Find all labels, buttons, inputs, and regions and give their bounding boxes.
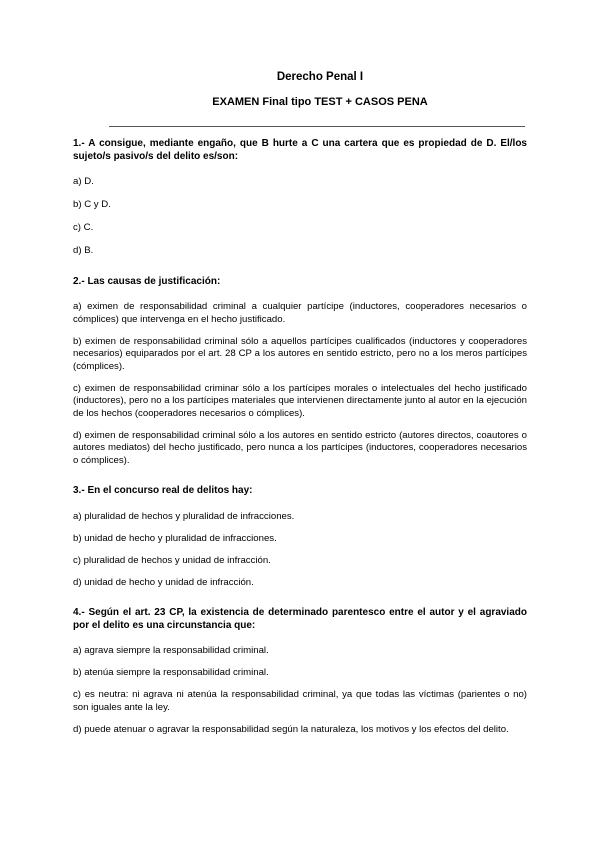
answer-option: d) unidad de hecho y unidad de infracción. [73, 576, 254, 588]
answer-option: d) puede atenuar o agravar la responsabilidad según la naturaleza, los motivos y los efectos del delito. [73, 723, 509, 735]
document-subtitle: EXAMEN Final tipo TEST + CASOS PENA [212, 96, 428, 108]
answer-option: d) eximen de responsabilidad criminal sólo a los autores en sentido estricto (autores directos, coautores o autores mediatos) del hecho justificado, pero nunca a los partícipes (inductores, cooperadores necesarios o cómplices). [73, 429, 527, 466]
document-title: Derecho Penal I [276, 71, 364, 83]
question-4 [73, 607, 527, 736]
answer-option: d) B. [73, 245, 94, 256]
answer-option: c) C. [73, 222, 94, 233]
question-list [73, 138, 527, 754]
question-1 [73, 138, 527, 258]
answer-option: a) eximen de responsabilidad criminal a cualquier partícipe (inductores, cooperadores necesarios o cómplices) que intervenga en el hecho justificado. [73, 301, 527, 325]
header-divider [109, 126, 525, 127]
answer-option: a) pluralidad de hechos y pluralidad de infracciones. [73, 510, 295, 522]
question-prompt: 3.- En el concurso real de delitos hay: [73, 485, 253, 496]
answer-option: a) agrava siempre la responsabilidad criminal. [73, 645, 269, 656]
answer-option: c) es neutra: ni agrava ni atenúa la responsabilidad criminal, ya que todas las víctimas (parientes o no) son iguales ante la ley. [73, 689, 527, 713]
answer-option: b) atenúa siempre la responsabilidad criminal. [73, 667, 269, 678]
answer-option: b) unidad de hecho y pluralidad de infracciones. [73, 532, 277, 544]
answer-option: b) C y D. [73, 199, 111, 210]
answer-option: b) eximen de responsabilidad criminal sólo a aquellos partícipes cualificados (inductores y cooperadores necesarios) equiparados por el art. 28 CP a los autores en sentido estricto, pero no a los meros partícipes (cómplices). [73, 335, 527, 372]
answer-option: a) D. [73, 176, 94, 187]
question-prompt: 4.- Según el art. 23 CP, la existencia de determinado parentesco entre el autor y el agraviado por el delito es una circunstancia que: [73, 607, 527, 631]
question-prompt: 1.- A consigue, mediante engaño, que B hurte a C una cartera que es propiedad de D. El/los sujeto/s pasivo/s del delito es/son: [73, 138, 527, 162]
question-3 [73, 485, 527, 589]
question-2 [73, 276, 527, 468]
question-prompt: 2.- Las causas de justificación: [73, 275, 221, 287]
answer-option: c) pluralidad de hechos y unidad de infracción. [73, 554, 271, 566]
answer-option: c) eximen de responsabilidad criminar sólo a los partícipes morales o intelectuales del hecho justificado (inductores), pero no a los partícipes materiales que intervienen directamente junto al autor en la ejecución de los hechos (cooperadores necesarios o cómplices). [73, 382, 527, 419]
